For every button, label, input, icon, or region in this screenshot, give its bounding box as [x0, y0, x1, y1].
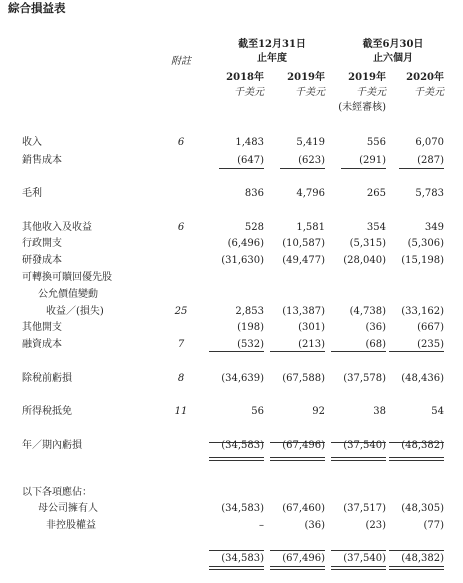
- header-unit: 千美元: [414, 87, 444, 98]
- row-value: (301): [298, 322, 325, 333]
- subtotal-line: [209, 351, 264, 352]
- row-value: (623): [298, 155, 325, 166]
- header-year-2019: 2019年: [287, 72, 325, 83]
- subtotal-line: [331, 550, 386, 551]
- row-value: (48,436): [401, 373, 444, 384]
- row-value: (48,382): [401, 440, 444, 451]
- header-half-2020: 2020年: [406, 72, 444, 83]
- subtotal-line: [331, 442, 386, 443]
- total-double-line: [209, 457, 264, 461]
- row-value: (13,387): [282, 306, 325, 317]
- row-value: (48,305): [401, 503, 444, 514]
- row-value: (37,578): [343, 373, 386, 384]
- row-label: 行政開支: [22, 238, 62, 249]
- row-value: (31,630): [221, 255, 264, 266]
- row-label: 所得稅抵免: [22, 406, 72, 417]
- subtotal-line: [209, 550, 264, 551]
- row-label: 融資成本: [22, 339, 62, 350]
- row-value: (34,583): [221, 553, 264, 564]
- row-value: (34,583): [221, 440, 264, 451]
- row-note: 6: [177, 222, 185, 233]
- row-value: 56: [251, 406, 264, 417]
- row-value: (68): [365, 339, 386, 350]
- row-label: 年／期內虧損: [22, 440, 82, 451]
- total-double-line: [389, 566, 444, 570]
- header-half-group-line2: 止六個月: [373, 53, 413, 64]
- total-double-line: [270, 457, 325, 461]
- header-unaudited: (未經審核): [338, 102, 386, 113]
- total-double-line: [389, 457, 444, 461]
- row-label: 可轉換可贖回優先股: [22, 272, 112, 283]
- row-value: 349: [424, 222, 444, 233]
- row-value: (5,306): [407, 238, 444, 249]
- row-value: (34,639): [221, 373, 264, 384]
- total-double-line: [331, 566, 386, 570]
- subtotal-line: [270, 442, 325, 443]
- subtotal-line: [280, 168, 325, 169]
- row-label: 收益／(損失): [46, 306, 104, 317]
- row-value: (37,540): [343, 553, 386, 564]
- row-value: 5,419: [296, 137, 325, 148]
- subtotal-line: [209, 442, 264, 443]
- row-label: 毛利: [22, 188, 42, 199]
- row-note: 8: [177, 373, 185, 384]
- subtotal-line: [389, 550, 444, 551]
- header-half-group-line1: 截至6月30日: [362, 39, 424, 50]
- header-year-group-line1: 截至12月31日: [238, 39, 306, 50]
- row-value: (77): [423, 520, 444, 531]
- subtotal-line: [341, 168, 386, 169]
- row-value: (5,315): [349, 238, 386, 249]
- row-label: 其他開支: [22, 322, 62, 333]
- subtotal-line: [219, 168, 264, 169]
- row-value: 354: [366, 222, 386, 233]
- row-value: 92: [312, 406, 325, 417]
- total-double-line: [270, 566, 325, 570]
- row-value: (33,162): [401, 306, 444, 317]
- header-unit: 千美元: [295, 87, 325, 98]
- header-unit: 千美元: [356, 87, 386, 98]
- total-double-line: [331, 457, 386, 461]
- header-unit: 千美元: [234, 87, 264, 98]
- row-note: 11: [174, 406, 188, 417]
- row-note: 6: [177, 137, 185, 148]
- row-value: 54: [431, 406, 444, 417]
- row-value: (667): [417, 322, 444, 333]
- row-value: (28,040): [343, 255, 386, 266]
- header-year-group-line2: 止年度: [257, 53, 287, 64]
- row-value: (36): [365, 322, 386, 333]
- row-value: 1,483: [235, 137, 264, 148]
- row-label: 公允價值變動: [38, 289, 98, 300]
- subtotal-line: [389, 442, 444, 443]
- row-value: (67,496): [282, 553, 325, 564]
- statement-title: 綜合損益表: [8, 1, 66, 15]
- row-value: 2,853: [235, 306, 264, 317]
- row-value: (213): [298, 339, 325, 350]
- row-value: (67,588): [282, 373, 325, 384]
- row-value: (37,540): [343, 440, 386, 451]
- row-value: –: [259, 520, 264, 531]
- row-value: 6,070: [415, 137, 444, 148]
- row-value: (647): [237, 155, 264, 166]
- subtotal-line: [389, 351, 444, 352]
- row-label: 以下各項應佔：: [22, 487, 92, 498]
- row-value: (36): [304, 520, 325, 531]
- row-value: (198): [237, 322, 264, 333]
- row-label: 研發成本: [22, 255, 62, 266]
- row-value: 38: [373, 406, 386, 417]
- row-value: (34,583): [221, 503, 264, 514]
- row-value: (291): [359, 155, 386, 166]
- row-value: (67,460): [282, 503, 325, 514]
- header-half-2019: 2019年: [348, 72, 386, 83]
- row-label: 母公司擁有人: [38, 503, 98, 514]
- row-value: (37,517): [343, 503, 386, 514]
- row-note: 25: [174, 306, 188, 317]
- row-label: 銷售成本: [22, 155, 62, 166]
- row-label: 其他收入及收益: [22, 222, 92, 233]
- row-label: 除稅前虧損: [22, 373, 72, 384]
- row-value: 1,581: [296, 222, 325, 233]
- row-value: (6,496): [227, 238, 264, 249]
- row-note: 7: [177, 339, 185, 350]
- row-value: (4,738): [349, 306, 386, 317]
- header-year-2018: 2018年: [226, 72, 264, 83]
- row-value: (235): [417, 339, 444, 350]
- row-value: 836: [244, 188, 264, 199]
- total-double-line: [209, 566, 264, 570]
- row-value: 265: [366, 188, 386, 199]
- subtotal-line: [399, 168, 444, 169]
- subtotal-line: [270, 550, 325, 551]
- subtotal-line: [331, 351, 386, 352]
- row-value: 5,783: [415, 188, 444, 199]
- row-value: (10,587): [282, 238, 325, 249]
- row-value: 4,796: [296, 188, 325, 199]
- row-value: (15,198): [401, 255, 444, 266]
- header-note-label: 附註: [171, 56, 191, 67]
- row-value: (532): [237, 339, 264, 350]
- row-value: (48,382): [401, 553, 444, 564]
- row-value: (287): [417, 155, 444, 166]
- row-label: 非控股權益: [46, 520, 96, 531]
- row-value: 528: [244, 222, 264, 233]
- row-value: (49,477): [282, 255, 325, 266]
- row-value: (23): [365, 520, 386, 531]
- subtotal-line: [270, 351, 325, 352]
- row-value: 556: [366, 137, 386, 148]
- row-value: (67,496): [282, 440, 325, 451]
- row-label: 收入: [22, 137, 42, 148]
